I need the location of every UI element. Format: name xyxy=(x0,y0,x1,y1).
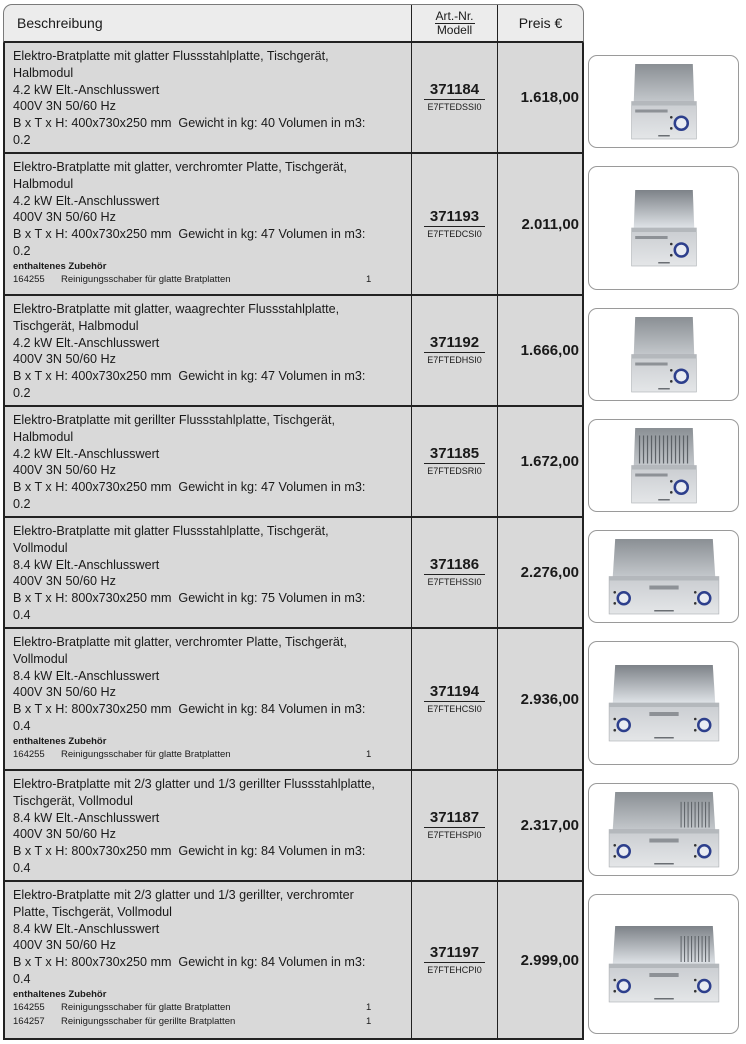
table-row xyxy=(3,296,584,407)
accessory-name: Reinigungsschaber für glatte Bratplatten xyxy=(61,273,231,285)
header-art-nr: Art.-Nr. xyxy=(435,8,474,23)
description-line: 0.2 xyxy=(13,132,31,147)
description-line: Halbmodul xyxy=(13,429,74,444)
model-code: E7FTEDSRI0 xyxy=(427,466,482,476)
article-cell xyxy=(412,518,498,627)
product-image xyxy=(588,308,739,401)
description-line: 0.4 xyxy=(13,718,31,733)
article-number: 371187 xyxy=(424,810,485,828)
accessory-name: Reinigungsschaber für glatte Bratplatten xyxy=(61,1001,231,1013)
product-description xyxy=(5,629,412,769)
table-row xyxy=(3,518,584,629)
table-row xyxy=(3,629,584,771)
griddle-illustration xyxy=(603,924,725,1004)
description-line: 0.2 xyxy=(13,385,31,400)
accessory-code: 164255 xyxy=(13,273,45,285)
description-line: 0.4 xyxy=(13,860,31,875)
accessory-qty: 1 xyxy=(366,1001,372,1013)
model-code: E7FTEDCSI0 xyxy=(427,228,482,239)
accessory-item xyxy=(13,1001,411,1015)
description-line: 8.4 kW Elt.-Anschlusswert xyxy=(13,921,160,936)
accessory-code: 164255 xyxy=(13,748,45,760)
product-description xyxy=(5,882,412,1038)
description-line: Elektro-Bratplatte mit glatter, verchromter Platte, Tischgerät, xyxy=(13,160,347,174)
table-row xyxy=(3,771,584,882)
description-line: B x T x H: 800x730x250 mm Gewicht in kg: 84 Volumen in m3: xyxy=(13,955,366,970)
article-cell xyxy=(412,154,498,294)
description-line: 0.2 xyxy=(13,496,31,511)
header-art-nr-model xyxy=(412,5,498,41)
description-line: 8.4 kW Elt.-Anschlusswert xyxy=(13,668,160,683)
accessories-title: enthaltenes Zubehör xyxy=(13,260,107,272)
description-line: 400V 3N 50/60 Hz xyxy=(13,210,116,225)
accessory-qty: 1 xyxy=(366,1015,372,1027)
accessory-code: 164255 xyxy=(13,1001,45,1013)
model-code: E7FTEDHSI0 xyxy=(427,355,482,365)
product-image xyxy=(588,55,739,148)
description-line: 0.4 xyxy=(13,971,31,986)
article-cell xyxy=(412,296,498,405)
article-number: 371185 xyxy=(424,446,485,464)
description-line: Elektro-Bratplatte mit gerillter Flussstahlplatte, Tischgerät, xyxy=(13,413,335,427)
product-description xyxy=(5,518,412,627)
header-model: Modell xyxy=(436,22,473,37)
description-line: Elektro-Bratplatte mit glatter Flussstahlplatte, Tischgerät, xyxy=(13,524,329,538)
description-line: Tischgerät, Vollmodul xyxy=(13,793,133,808)
description-line: B x T x H: 800x730x250 mm Gewicht in kg: 84 Volumen in m3: xyxy=(13,844,366,859)
article-number: 371184 xyxy=(424,82,485,100)
product-price: 1.672,00 xyxy=(520,453,579,470)
product-description xyxy=(5,407,412,516)
article-cell xyxy=(412,407,498,516)
product-price: 2.936,00 xyxy=(520,690,579,708)
model-code: E7FTEHSSI0 xyxy=(427,577,482,587)
griddle-illustration xyxy=(603,537,725,616)
table-row xyxy=(3,154,584,296)
griddle-illustration xyxy=(628,315,700,394)
product-image xyxy=(588,530,739,623)
accessory-name: Reinigungsschaber für gerillte Bratplatten xyxy=(61,1015,236,1027)
accessory-item xyxy=(13,1015,411,1029)
description-line: Halbmodul xyxy=(13,176,74,191)
description-line: Halbmodul xyxy=(13,65,74,80)
description-line: 0.4 xyxy=(13,607,31,622)
product-description xyxy=(5,771,412,880)
accessories-title: enthaltenes Zubehör xyxy=(13,735,107,747)
griddle-illustration xyxy=(628,188,700,268)
accessory-item xyxy=(13,273,411,287)
header-description: Beschreibung xyxy=(4,5,412,41)
model-code: E7FTEDSSI0 xyxy=(427,102,482,112)
description-line: Elektro-Bratplatte mit glatter, waagrechter Flussstahlplatte, xyxy=(13,302,340,316)
griddle-illustration xyxy=(603,790,725,869)
table-row xyxy=(3,882,584,1040)
description-line: 4.2 kW Elt.-Anschlusswert xyxy=(13,335,160,350)
article-cell xyxy=(412,629,498,769)
description-line: 400V 3N 50/60 Hz xyxy=(13,574,116,589)
table-row xyxy=(3,407,584,518)
accessory-code: 164257 xyxy=(13,1015,45,1027)
product-price: 1.666,00 xyxy=(520,342,579,359)
description-line: B x T x H: 400x730x250 mm Gewicht in kg: 47 Volumen in m3: xyxy=(13,480,366,495)
description-line: Vollmodul xyxy=(13,540,68,555)
description-line: B x T x H: 800x730x250 mm Gewicht in kg: 75 Volumen in m3: xyxy=(13,591,366,606)
product-image xyxy=(588,783,739,876)
article-cell xyxy=(412,43,498,152)
description-line: Elektro-Bratplatte mit 2/3 glatter und 1/3 gerillter, verchromter xyxy=(13,888,354,902)
description-line: 400V 3N 50/60 Hz xyxy=(13,463,116,478)
accessory-item xyxy=(13,748,411,762)
price-table xyxy=(3,4,584,1040)
article-number: 371197 xyxy=(424,945,485,963)
griddle-illustration xyxy=(603,663,725,743)
model-code: E7FTEHSPI0 xyxy=(427,830,482,840)
description-line: Platte, Tischgerät, Vollmodul xyxy=(13,904,172,919)
product-image xyxy=(588,419,739,512)
description-line: Vollmodul xyxy=(13,651,68,666)
product-description xyxy=(5,154,412,294)
description-line: 8.4 kW Elt.-Anschlusswert xyxy=(13,810,160,825)
product-image xyxy=(588,894,739,1034)
product-price: 2.317,00 xyxy=(520,817,579,834)
description-line: 4.2 kW Elt.-Anschlusswert xyxy=(13,82,160,97)
description-line: Elektro-Bratplatte mit glatter Flussstahlplatte, Tischgerät, xyxy=(13,49,329,63)
description-line: B x T x H: 800x730x250 mm Gewicht in kg: 84 Volumen in m3: xyxy=(13,702,366,717)
griddle-illustration xyxy=(628,426,700,505)
description-line: 4.2 kW Elt.-Anschlusswert xyxy=(13,193,160,208)
product-price: 2.011,00 xyxy=(521,215,579,233)
product-image xyxy=(588,166,739,290)
article-number: 371194 xyxy=(424,684,485,702)
product-price: 2.999,00 xyxy=(520,951,579,969)
description-line: Tischgerät, Halbmodul xyxy=(13,318,139,333)
description-line: Elektro-Bratplatte mit 2/3 glatter und 1/3 gerillter Flussstahlplatte, xyxy=(13,777,375,791)
product-description xyxy=(5,296,412,405)
product-image xyxy=(588,641,739,765)
accessory-qty: 1 xyxy=(366,748,372,760)
description-line: B x T x H: 400x730x250 mm Gewicht in kg: 47 Volumen in m3: xyxy=(13,369,366,384)
accessory-qty: 1 xyxy=(366,273,372,285)
product-price: 1.618,00 xyxy=(520,89,579,106)
article-cell xyxy=(412,882,498,1038)
accessory-name: Reinigungsschaber für glatte Bratplatten xyxy=(61,748,231,760)
description-line: B x T x H: 400x730x250 mm Gewicht in kg: 47 Volumen in m3: xyxy=(13,227,366,242)
model-code: E7FTEHCSI0 xyxy=(427,703,482,714)
header-price: Preis € xyxy=(518,15,563,31)
product-description xyxy=(5,43,412,152)
description-line: 400V 3N 50/60 Hz xyxy=(13,938,116,953)
article-number: 371186 xyxy=(424,557,485,575)
article-number: 371193 xyxy=(424,209,485,227)
description-line: 400V 3N 50/60 Hz xyxy=(13,352,116,367)
description-line: 8.4 kW Elt.-Anschlusswert xyxy=(13,557,160,572)
article-number: 371192 xyxy=(424,335,485,353)
description-line: 400V 3N 50/60 Hz xyxy=(13,827,116,842)
table-row xyxy=(3,43,584,154)
description-line: 0.2 xyxy=(13,243,31,258)
description-line: B x T x H: 400x730x250 mm Gewicht in kg: 40 Volumen in m3: xyxy=(13,116,366,131)
description-line: 400V 3N 50/60 Hz xyxy=(13,99,116,114)
accessories-title: enthaltenes Zubehör xyxy=(13,988,107,1000)
description-line: 4.2 kW Elt.-Anschlusswert xyxy=(13,446,160,461)
griddle-illustration xyxy=(628,62,700,141)
description-line: 400V 3N 50/60 Hz xyxy=(13,685,116,700)
article-cell xyxy=(412,771,498,880)
product-price: 2.276,00 xyxy=(520,564,579,581)
model-code: E7FTEHCPI0 xyxy=(427,964,482,975)
table-header xyxy=(3,4,584,43)
description-line: Elektro-Bratplatte mit glatter, verchromter Platte, Tischgerät, xyxy=(13,635,347,649)
